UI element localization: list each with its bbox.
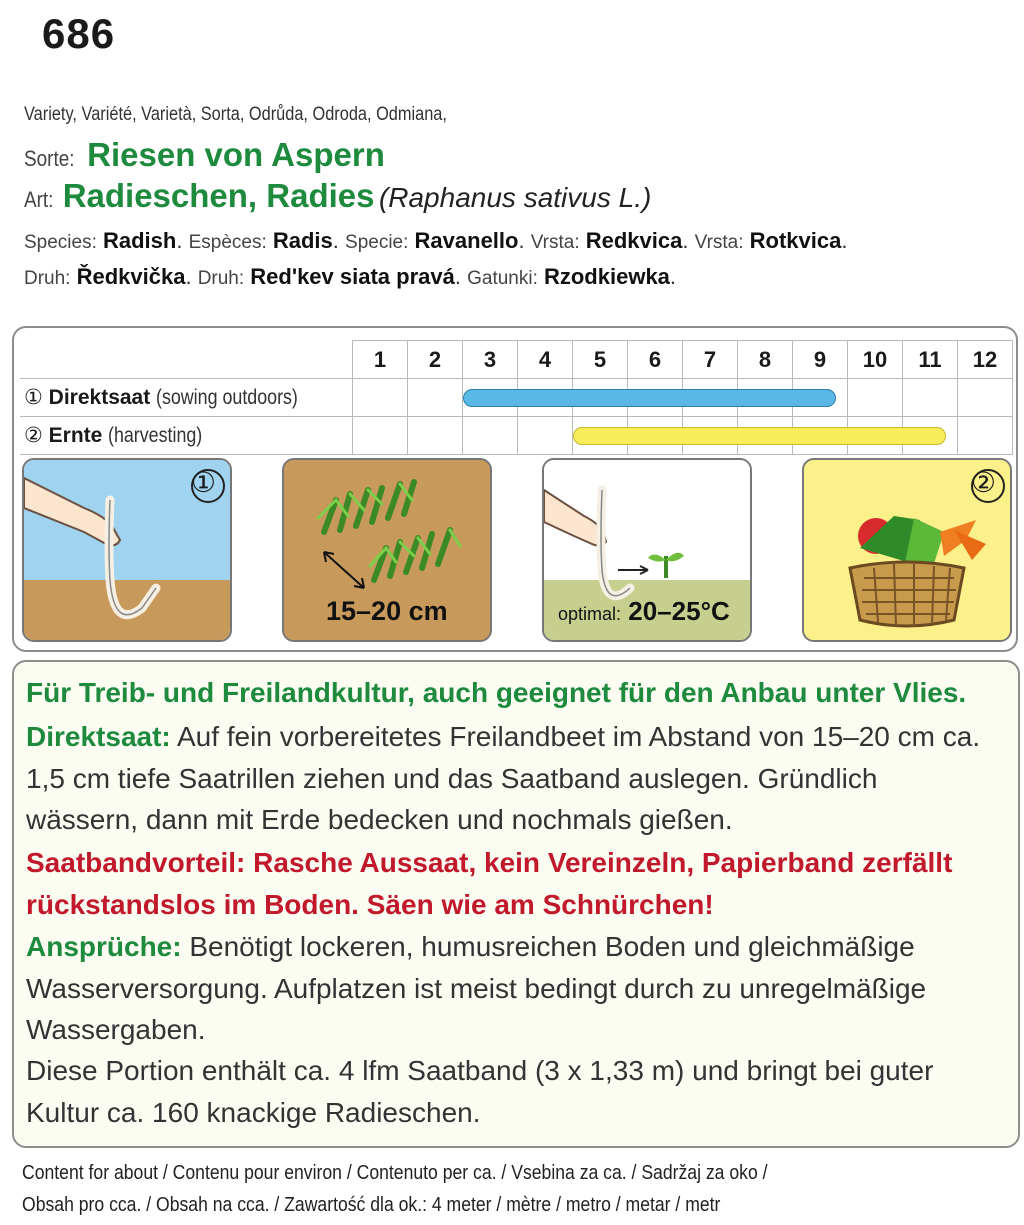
month-12: 12 <box>958 341 1013 379</box>
variety-label: Variety, Variété, Varietà, Sorta, Odrůda, Odroda, Odmiana, <box>24 104 447 125</box>
row-marker: ① <box>24 386 43 409</box>
species-lang-value: Rzodkiewka <box>543 264 670 289</box>
species-lang-value: Red'kev siata pravá <box>250 264 455 289</box>
species-lang-label: Vrsta: <box>694 232 744 253</box>
month-9: 9 <box>793 341 848 379</box>
species-lang-label: Espèces: <box>188 232 267 253</box>
species-lang-label: Vrsta: <box>530 232 580 253</box>
species-lang-value: Radish <box>103 228 177 253</box>
month-10: 10 <box>848 341 903 379</box>
calendar-panel <box>12 326 1018 652</box>
row-name-direktsaat: Direktsaat <box>48 386 151 409</box>
requirements-paragraph <box>26 926 996 1051</box>
art-label: Art: <box>24 187 54 212</box>
species-lang-value: Radis <box>272 228 333 253</box>
month-2: 2 <box>408 341 463 379</box>
species-name: Radieschen, Radies <box>62 177 375 214</box>
footer-line-2: Obsah pro cca. / Obsah na cca. / Zawartość dla ok.: 4 meter / mètre / metro / metar / metr <box>22 1194 721 1216</box>
direktsaat-label: Direktsaat: <box>26 721 171 752</box>
species-lang-label: Druh: <box>197 268 245 289</box>
sowing-illustration <box>22 458 232 642</box>
row-marker: ② <box>24 424 43 447</box>
month-6: 6 <box>628 341 683 379</box>
temperature-caption <box>558 596 730 627</box>
art-row <box>24 177 651 215</box>
step-1-marker: ① <box>190 467 216 498</box>
sorte-label: Sorte: <box>24 146 75 171</box>
month-4: 4 <box>518 341 573 379</box>
species-line-1: Species: Radish. Espèces: Radis. Specie: Ravanello. Vrsta: Redkvica. Vrsta: Rotkvica. <box>24 228 848 253</box>
latin-name: (Raphanus sativus L.) <box>378 182 652 213</box>
species-lang-label: Druh: <box>24 268 71 289</box>
row-sub: (harvesting) <box>108 424 203 447</box>
species-lang-label: Species: <box>24 232 97 253</box>
direktsaat-paragraph <box>26 716 996 841</box>
temperature-illustration <box>542 458 752 642</box>
month-7: 7 <box>683 341 738 379</box>
portion-text: Diese Portion enthält ca. 4 lfm Saatband (3 x 1,33 m) und bringt bei guter Kultur ca. 160 knackige Radieschen. <box>26 1055 934 1128</box>
species-lang-value: Rotkvica <box>749 228 842 253</box>
requirements-text: Benötigt lockeren, humusreichen Boden und gleichmäßige Wasserversorgung. Aufplatzen ist meist bedingt durch zu unregelmäßige Wassergaben. <box>26 931 927 1045</box>
direktsaat-text: Auf fein vorbereitetes Freilandbeet im Abstand von 15–20 cm ca. 1,5 cm tiefe Saatrillen ziehen und das Saatband auslegen. Gründlich wässern, dann mit Erde bedecken und nochmals gießen. <box>26 721 981 835</box>
spacing-caption: 15–20 cm <box>326 596 448 626</box>
portion-paragraph <box>26 1050 996 1133</box>
species-lang-label: Specie: <box>345 232 409 253</box>
harvest-period-bar <box>573 427 947 445</box>
footer-line-1: Content for about / Contenu pour environ / Contenuto per ca. / Vsebina za ca. / Sadržaj za oko / <box>22 1162 768 1184</box>
month-3: 3 <box>463 341 518 379</box>
usage-text: Für Treib- und Freilandkultur, auch geeignet für den Anbau unter Vlies. <box>26 677 967 708</box>
sorte-row <box>24 136 385 174</box>
species-lang-value: Ředkvička <box>76 264 186 289</box>
month-8: 8 <box>738 341 793 379</box>
harvest-illustration <box>802 458 1012 642</box>
month-1: 1 <box>353 341 408 379</box>
species-lang-value: Redkvica <box>585 228 683 253</box>
variety-name: Riesen von Aspern <box>87 136 385 173</box>
row-name-ernte: Ernte <box>48 424 103 447</box>
temperature-label: optimal: <box>558 604 622 624</box>
month-5: 5 <box>573 341 628 379</box>
temperature-value: 20–25°C <box>628 596 730 626</box>
spacing-illustration <box>282 458 492 642</box>
sowing-period-bar <box>463 389 837 407</box>
requirements-label: Ansprüche: <box>26 931 182 962</box>
month-11: 11 <box>903 341 958 379</box>
description-panel <box>12 660 1020 1148</box>
step-2-marker: ② <box>970 467 996 498</box>
species-lang-value: Ravanello <box>414 228 519 253</box>
advantage-text: Saatbandvorteil: Rasche Aussaat, kein Vereinzeln, Papierband zerfällt rückstandslos im Boden. Säen wie am Schnürchen! <box>26 847 953 920</box>
row-sub: (sowing outdoors) <box>156 386 298 409</box>
advantage-paragraph <box>26 842 996 925</box>
usage-line <box>26 672 996 714</box>
product-number: 686 <box>42 10 116 57</box>
species-lang-label: Gatunki: <box>467 268 538 289</box>
species-line-2: Druh: Ředkvička. Druh: Red'kev siata pravá. Gatunki: Rzodkiewka. <box>24 264 677 289</box>
